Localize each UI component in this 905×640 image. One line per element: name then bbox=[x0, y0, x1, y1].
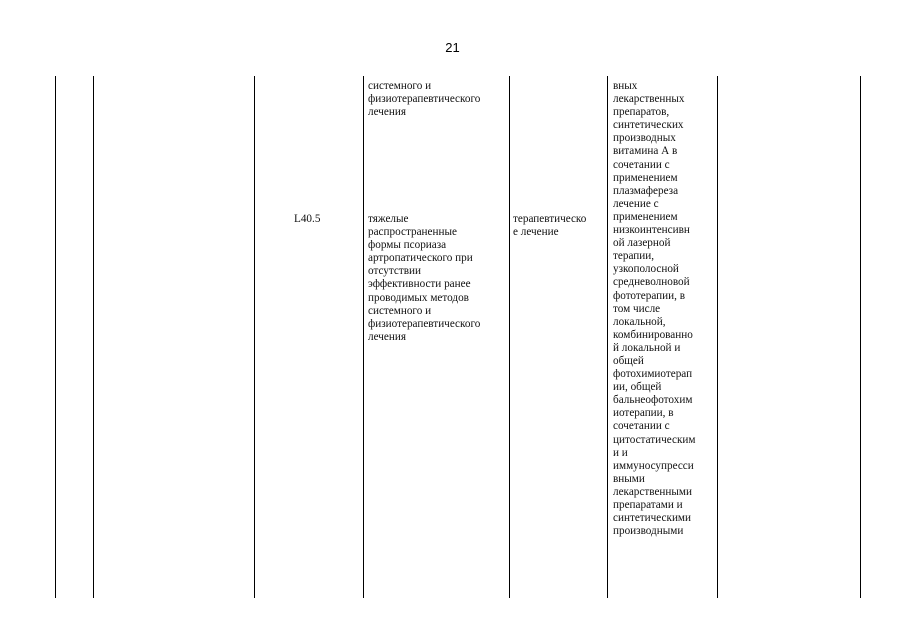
treatment-type-text: терапевтическо е лечение bbox=[513, 213, 587, 239]
treatment-method-text: вных лекарственных препаратов, синтетических производных витамина А в сочетании с применением плазмафереза лечение с применением низкоинтенсивн ой лазерной терапии, узкополосной средневолновой фототерапии, в том числе локальной, комбинированно й локальной и общей фотохимиотерап ии, общей бальнеофотохим иотерапии, в сочетании с цитостатическим и и иммуносупресси вными лекарственными препаратами и синтетическими производными bbox=[613, 80, 696, 538]
table-border-col4 bbox=[509, 76, 510, 598]
table-border-left bbox=[55, 76, 56, 598]
table-border-col6 bbox=[717, 76, 718, 598]
condition-top-text: системного и физиотерапевтического лечения bbox=[368, 80, 481, 119]
table-border-col2 bbox=[254, 76, 255, 598]
table-border-col1 bbox=[93, 76, 94, 598]
table-border-col5 bbox=[607, 76, 608, 598]
disease-code: L40.5 bbox=[294, 213, 321, 225]
table-border-col3 bbox=[363, 76, 364, 598]
condition-main-text: тяжелые распространенные формы псориаза артропатического при отсутствии эффективности ранее проводимых методов системного и физиотерапевтического лечения bbox=[368, 213, 481, 343]
table-border-right bbox=[860, 76, 861, 598]
page-number: 21 bbox=[445, 40, 460, 55]
